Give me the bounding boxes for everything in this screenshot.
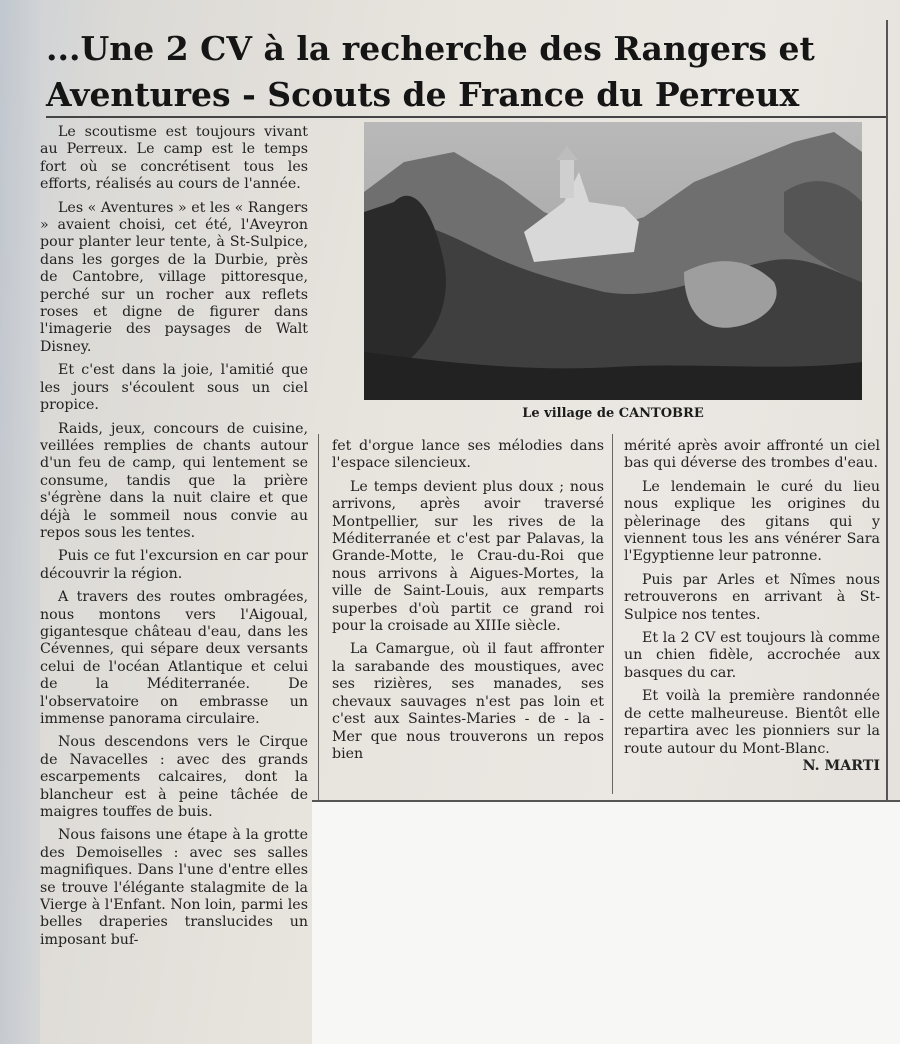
headline-line-2: Aventures - Scouts de France du Perreux: [46, 75, 800, 114]
author-signature: N. MARTI: [802, 757, 880, 774]
headline-line-1: ...Une 2 CV à la recherche des Rangers et: [46, 29, 815, 68]
article-border-right: [886, 20, 888, 800]
article-column-3: [624, 438, 880, 788]
paragraph: Nous descendons vers le Cirque de Navacelles : avec des grands escarpements calcaires, dont la blancheur est à peine tâchée de maigres touffes de buis.: [40, 734, 308, 821]
paragraph-text: Et voilà la première randonnée de cette malheureuse. Bientôt elle repartira avec les pionniers sur la route autour du Mont-Blanc.: [624, 688, 880, 757]
paragraph: Et c'est dans la joie, l'amitié que les jours s'écoulent sous un ciel propice.: [40, 362, 308, 414]
article-column-2: [332, 438, 604, 788]
adjacent-column-edge: [0, 0, 40, 1044]
paragraph: fet d'orgue lance ses mélodies dans l'espace silencieux.: [332, 438, 604, 472]
paragraph: Le scoutisme est toujours vivant au Perreux. Le camp est le temps fort où se concrétisent tous les efforts, réalisés au cours de l'année.: [40, 124, 308, 193]
blank-area: [312, 802, 900, 1044]
paragraph: Le temps devient plus doux ; nous arrivons, après avoir traversé Montpellier, sur les rives de la Méditerranée et c'est par Palavas, la Grande-Motte, le Crau-du-Roi que nous arrivons à Aigues-Mortes, la ville de Saint-Louis, aux remparts superbes d'où partit ce grand roi pour la croisade au XIIIe siècle.: [332, 478, 604, 635]
paragraph: Puis par Arles et Nîmes nous retrouverons en arrivant à St-Sulpice nos tentes.: [624, 571, 880, 623]
paragraph: Puis ce fut l'excursion en car pour découvrir la région.: [40, 548, 308, 582]
paragraph: Nous faisons une étape à la grotte des Demoiselles : avec ses salles magnifiques. Dans l'une d'entre elles se trouve l'élégante stalagmite de la Vierge à l'Enfant. Non loin, parmi les belles draperies translucides un imposant buf-: [40, 827, 308, 948]
paragraph: Le lendemain le curé du lieu nous explique les origines du pèlerinage des gitans qui y viennent tous les ans vénérer Sara l'Egyptienne leur patronne.: [624, 478, 880, 565]
photo-caption: Le village de CANTOBRE: [522, 406, 704, 421]
paragraph: A travers des routes ombragées, nous montons vers l'Aigoual, gigantesque château d'eau, dans les Cévennes, qui sépare deux versants celui de l'océan Atlantique et celui de la Méditerranée. De l'observatoire on embrasse un immense panorama circulaire.: [40, 589, 308, 727]
paragraph: La Camargue, où il faut affronter la sarabande des moustiques, avec ses rizières, ses manades, ses chevaux sauvages n'est pas loin et c'est aux Saintes-Maries - de - la - Mer que nous trouverons un repos bien: [332, 641, 604, 762]
paragraph: Et la 2 CV est toujours là comme un chien fidèle, accrochée aux basques du car.: [624, 630, 880, 681]
headline-rule: [46, 116, 888, 118]
column-divider: [612, 434, 613, 794]
village-photo-illustration: [364, 122, 862, 400]
paragraph: [624, 688, 880, 774]
paragraph: Raids, jeux, concours de cuisine, veillées remplies de chants autour d'un feu de camp, qui lentement se consume, tandis que la prière s'égrène dans la nuit claire et que déjà le sommeil nous convie au repos sous les tentes.: [40, 420, 308, 541]
paragraph: mérité après avoir affronté un ciel bas qui déverse des trombes d'eau.: [624, 438, 880, 472]
paragraph: Les « Aventures » et les « Rangers » avaient choisi, cet été, l'Aveyron pour planter leur tente, à St-Sulpice, dans les gorges de la Durbie, près de Cantobre, village pittoresque, perché sur un rocher aux reflets roses et digne de figurer dans l'imagerie des paysages de Walt Disney.: [40, 199, 308, 355]
article-headline: [46, 26, 886, 118]
article-column-1: [40, 124, 308, 1034]
cantobre-photo: [364, 122, 862, 400]
